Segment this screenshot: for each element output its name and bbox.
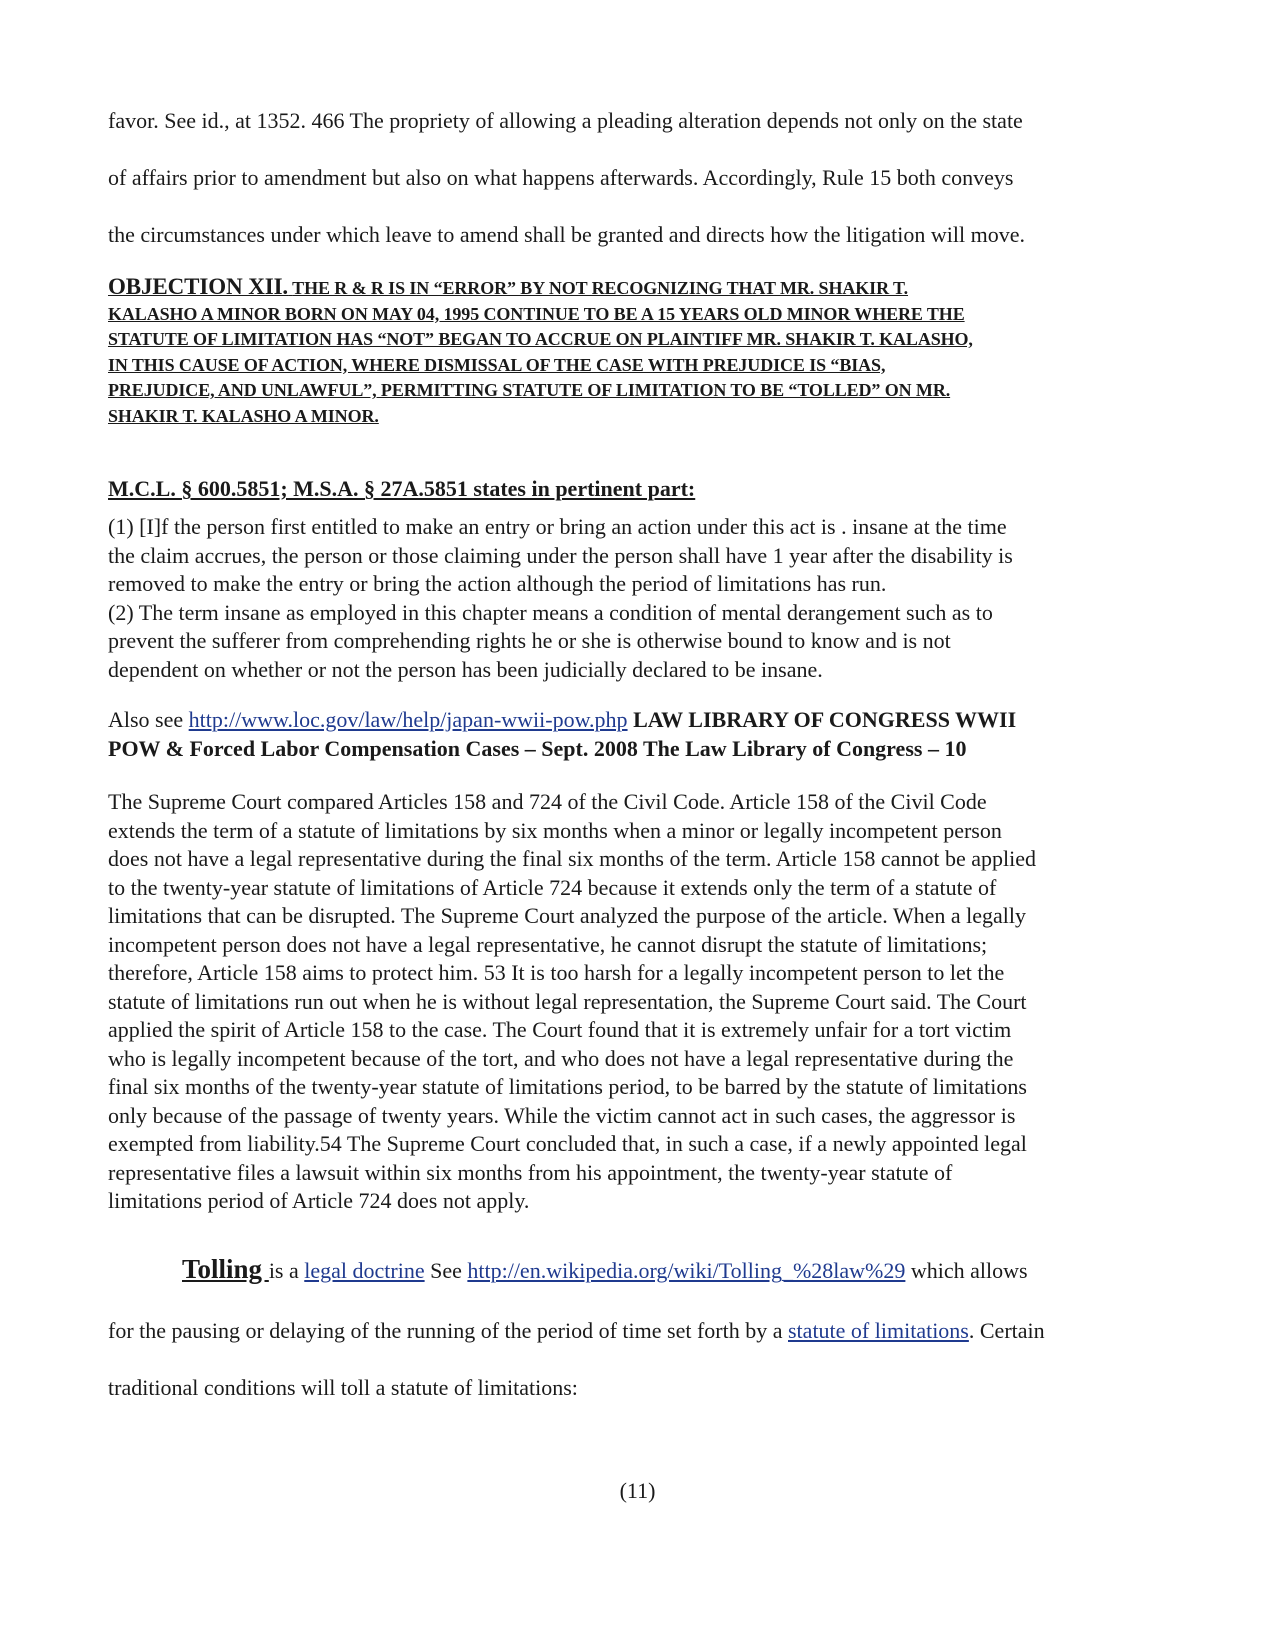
court-line-10: who is legally incompetent because of the tort, and who does not have a legal representative during the	[108, 1045, 1014, 1071]
intro-line-1: favor. See id., at 1352. 466 The propriety of allowing a pleading alteration depends not only on the state	[108, 108, 1023, 133]
tolling-term: Tolling	[182, 1254, 269, 1284]
court-line-6: incompetent person does not have a legal representative, he cannot disrupt the statute of limitations;	[108, 931, 988, 957]
also-see-bold-2: POW & Forced Labor Compensation Cases – Sept. 2008 The Law Library of Congress – 10	[108, 735, 967, 761]
also-see-paragraph	[108, 706, 1173, 763]
tolling-text-1: is a	[268, 1258, 305, 1283]
mcl-line-2: the claim accrues, the person or those claiming under the person shall have 1 year after the disability is	[108, 542, 1013, 568]
tolling-continued	[108, 1302, 1173, 1416]
legal-doctrine-link[interactable]: legal doctrine	[304, 1258, 425, 1283]
mcl-line-5: prevent the sufferer from comprehending rights he or she is otherwise bound to know and is not	[108, 628, 951, 653]
tolling-text-3: which allows	[905, 1258, 1028, 1283]
tolling-line-2	[108, 1302, 1173, 1359]
objection-line-5: PREJUDICE, AND UNLAWFUL”, PERMITTING STATUTE OF LIMITATION TO BE “TOLLED” ON MR.	[108, 380, 951, 400]
mcl-line-4: (2) The term insane as employed in this chapter means a condition of mental derangement such as to	[108, 599, 993, 625]
supreme-court-paragraph	[108, 788, 1173, 1216]
also-see-prefix: Also see	[108, 707, 189, 732]
court-line-14: representative files a lawsuit within six months from his appointment, the twenty-year statute of	[108, 1159, 953, 1185]
intro-paragraph	[108, 92, 1173, 263]
mcl-quote	[108, 513, 1173, 684]
court-line-8: statute of limitations run out when he is without legal representation, the Supreme Court said. The Court	[108, 988, 1027, 1014]
tolling-line-3: traditional conditions will toll a statute of limitations:	[108, 1375, 578, 1400]
court-line-12: only because of the passage of twenty years. While the victim cannot act in such cases, the aggressor is	[108, 1102, 1016, 1128]
objection-heading	[108, 274, 1173, 429]
tolling-line-1	[108, 1255, 1173, 1286]
also-see-line-1	[108, 706, 1173, 735]
intro-line-3: the circumstances under which leave to amend shall be granted and directs how the litigation will move.	[108, 222, 1025, 247]
mcl-line-1: (1) [I]f the person first entitled to make an entry or bring an action under this act is . insane at the time	[108, 514, 1007, 539]
court-line-2: extends the term of a statute of limitations by six months when a minor or legally incompetent person	[108, 817, 1002, 843]
court-line-13: exempted from liability.54 The Supreme Court concluded that, in such a case, if a newly appointed legal	[108, 1131, 1027, 1156]
mcl-line-3: removed to make the entry or bring the action although the period of limitations has run.	[108, 571, 887, 596]
objection-line-6: SHAKIR T. KALASHO A MINOR.	[108, 405, 379, 426]
loc-gov-link[interactable]: http://www.loc.gov/law/help/japan-wwii-pow.php	[188, 707, 628, 732]
court-line-4: to the twenty-year statute of limitations of Article 724 because it extends only the term of a statute of	[108, 874, 997, 900]
statute-of-limitations-link[interactable]: statute of limitations	[788, 1318, 969, 1343]
tolling-text-2: See	[424, 1258, 468, 1283]
objection-line-1	[108, 274, 1173, 302]
court-line-15: limitations period of Article 724 does not apply.	[108, 1188, 530, 1213]
wikipedia-tolling-link[interactable]: http://en.wikipedia.org/wiki/Tolling_%28law%29	[467, 1258, 906, 1283]
objection-line-3: STATUTE OF LIMITATION HAS “NOT” BEGAN TO ACCRUE ON PLAINTIFF MR. SHAKIR T. KALASHO,	[108, 329, 973, 349]
court-line-3: does not have a legal representative during the final six months of the term. Article 158 cannot be applied	[108, 846, 1036, 871]
tolling-paragraph	[108, 1255, 1173, 1286]
court-line-7: therefore, Article 158 aims to protect him. 53 It is too harsh for a legally incompetent person to let the	[108, 960, 1005, 985]
page-number: (11)	[619, 1478, 656, 1503]
intro-line-2: of affairs prior to amendment but also on what happens afterwards. Accordingly, Rule 15 both conveys	[108, 165, 1014, 190]
objection-text-1: THE R & R IS IN “ERROR” BY NOT RECOGNIZING THAT MR. SHAKIR T.	[292, 278, 909, 298]
tolling-text-5: . Certain	[968, 1318, 1045, 1343]
tolling-text-4: for the pausing or delaying of the running of the period of time set forth by a	[108, 1318, 788, 1343]
court-line-5: limitations that can be disrupted. The Supreme Court analyzed the purpose of the article. When a legally	[108, 903, 1027, 928]
objection-label: OBJECTION XII.	[108, 274, 289, 299]
mcl-line-6: dependent on whether or not the person has been judicially declared to be insane.	[108, 656, 823, 682]
objection-line-2: KALASHO A MINOR BORN ON MAY 04, 1995 CONTINUE TO BE A 15 YEARS OLD MINOR WHERE THE	[108, 303, 965, 324]
objection-line-4: IN THIS CAUSE OF ACTION, WHERE DISMISSAL OF THE CASE WITH PREJUDICE IS “BIAS,	[108, 354, 886, 375]
also-see-bold-1: LAW LIBRARY OF CONGRESS WWII	[627, 707, 1017, 732]
mcl-heading: M.C.L. § 600.5851; M.S.A. § 27A.5851 states in pertinent part:	[108, 476, 696, 501]
court-line-9: applied the spirit of Article 158 to the case. The Court found that it is extremely unfair for a tort victim	[108, 1017, 1012, 1042]
mcl-section	[108, 476, 1173, 502]
court-line-11: final six months of the twenty-year statute of limitations period, to be barred by the statute of limitations	[108, 1074, 1027, 1099]
court-line-1: The Supreme Court compared Articles 158 and 724 of the Civil Code. Article 158 of the Civil Code	[108, 789, 987, 814]
